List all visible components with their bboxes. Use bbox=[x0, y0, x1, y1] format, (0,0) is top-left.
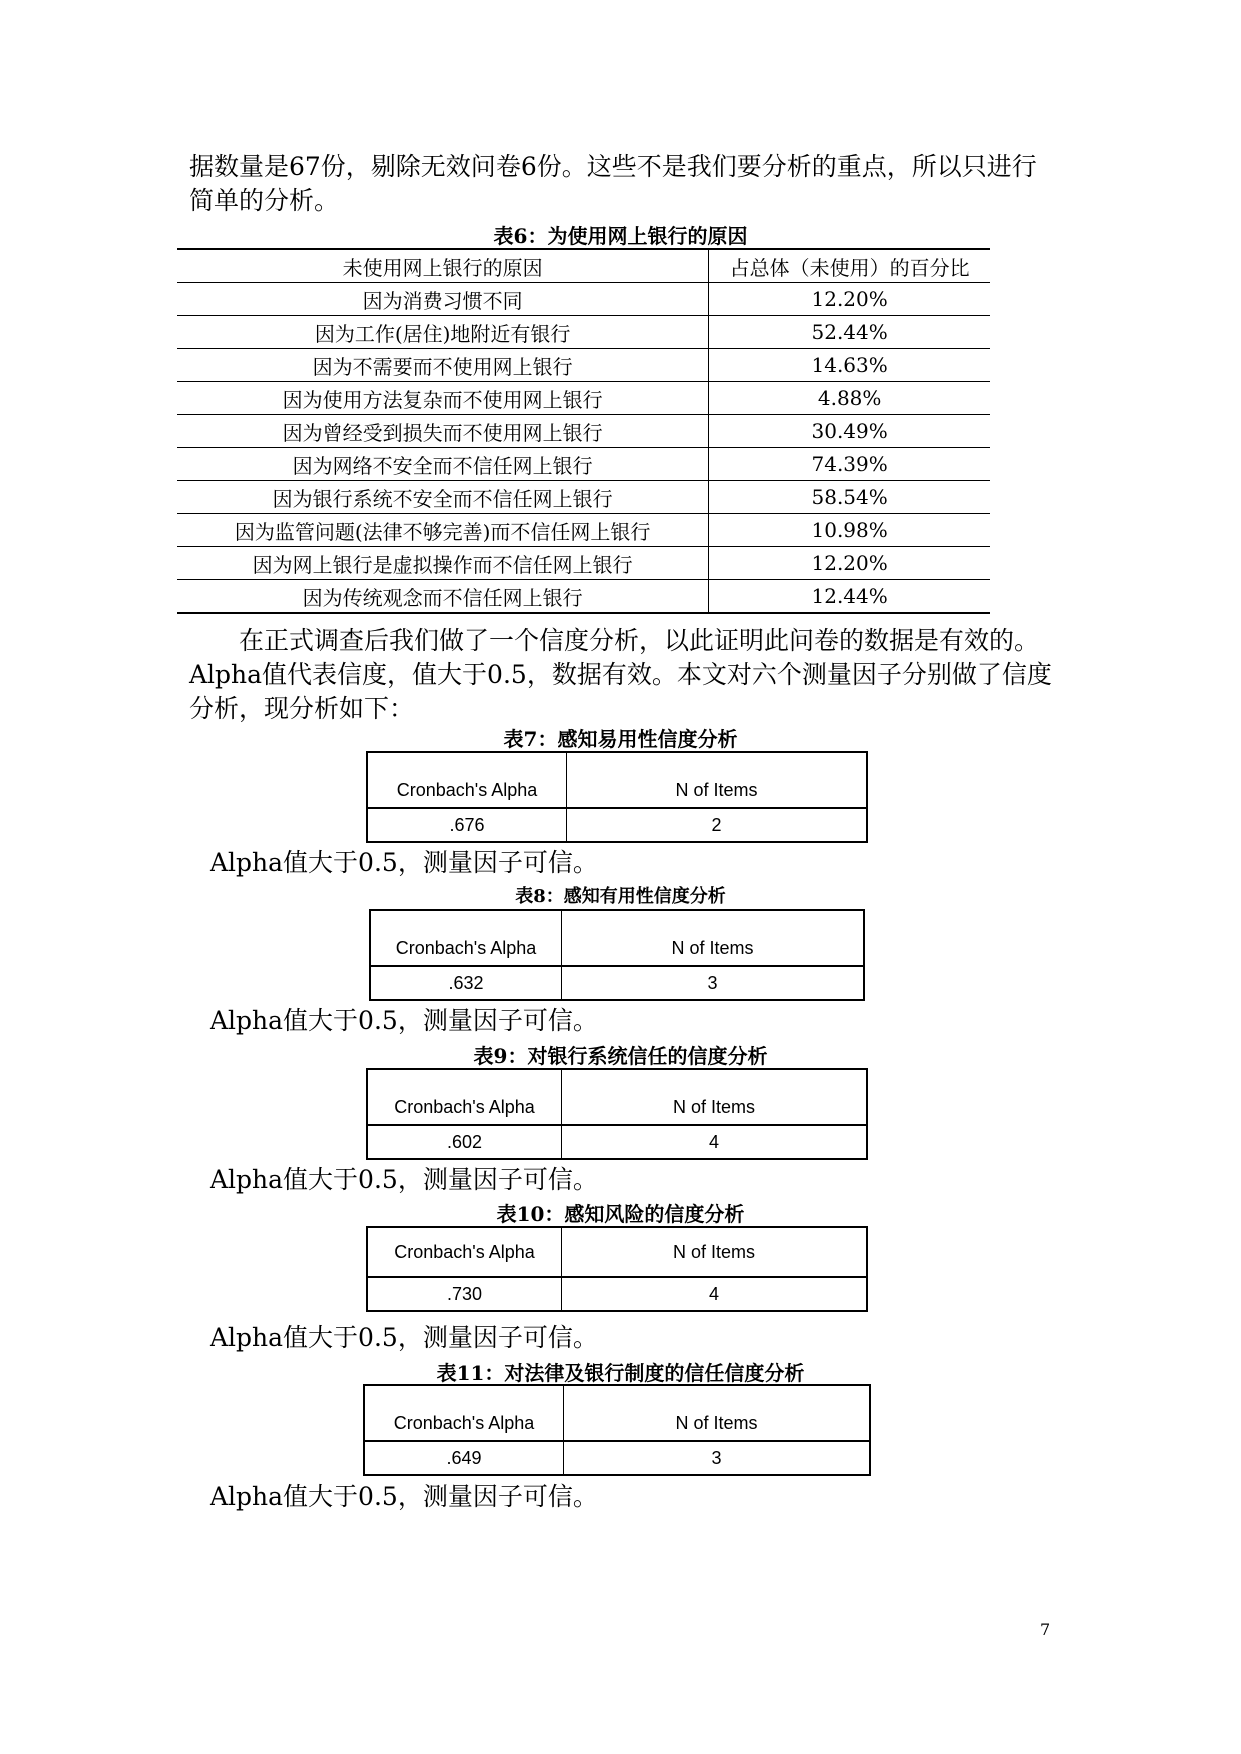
table-row bbox=[177, 415, 990, 448]
items-header: N of Items bbox=[562, 910, 865, 966]
table-row bbox=[177, 316, 990, 349]
table-row bbox=[177, 481, 990, 514]
percent-cell: 12.20% bbox=[709, 283, 990, 316]
percent-cell: 10.98% bbox=[709, 514, 990, 547]
alpha-header: Cronbach's Alpha bbox=[364, 1385, 564, 1441]
table9-caption: 表9：对银行系统信任的信度分析 bbox=[473, 1044, 768, 1068]
reason-cell: 因为监管问题(法律不够完善)而不信任网上银行 bbox=[177, 514, 709, 547]
table7-caption: 表7：感知易用性信度分析 bbox=[503, 727, 738, 751]
items-value: 3 bbox=[707, 972, 718, 993]
alpha-value: .649 bbox=[364, 1441, 564, 1475]
table6-caption: 表6：为使用网上银行的原因 bbox=[493, 224, 748, 248]
table6-header-percent: 占总体（未使用）的百分比 bbox=[709, 249, 990, 283]
table6-header-reason: 未使用网上银行的原因 bbox=[177, 249, 709, 283]
table-row bbox=[177, 547, 990, 580]
items-header: N of Items bbox=[562, 1227, 868, 1277]
table-row bbox=[177, 283, 990, 316]
table8 bbox=[369, 909, 865, 1001]
items-value: 4 bbox=[708, 1283, 719, 1304]
reason-cell: 因为网络不安全而不信任网上银行 bbox=[177, 448, 709, 481]
reason-cell: 因为使用方法复杂而不使用网上银行 bbox=[177, 382, 709, 415]
reason-cell: 因为传统观念而不信任网上银行 bbox=[177, 580, 709, 614]
items-value: 3 bbox=[711, 1447, 722, 1468]
items-value: 4 bbox=[708, 1131, 719, 1152]
table10-caption: 表10：感知风险的信度分析 bbox=[496, 1202, 745, 1226]
percent-cell: 12.20% bbox=[709, 547, 990, 580]
table11-caption: 表11：对法律及银行制度的信任信度分析 bbox=[436, 1361, 805, 1385]
items-header: N of Items bbox=[567, 752, 868, 808]
table11 bbox=[363, 1384, 871, 1476]
table9 bbox=[366, 1068, 868, 1160]
items-header: N of Items bbox=[562, 1069, 868, 1125]
percent-cell: 14.63% bbox=[709, 349, 990, 382]
reason-cell: 因为不需要而不使用网上银行 bbox=[177, 349, 709, 382]
alpha-header: Cronbach's Alpha bbox=[370, 910, 562, 966]
percent-cell: 58.54% bbox=[709, 481, 990, 514]
table6-header-row bbox=[177, 249, 990, 283]
reason-cell: 因为网上银行是虚拟操作而不信任网上银行 bbox=[177, 547, 709, 580]
reason-cell: 因为消费习惯不同 bbox=[177, 283, 709, 316]
table-row bbox=[177, 448, 990, 481]
table-row bbox=[177, 514, 990, 547]
table-row bbox=[177, 382, 990, 415]
table7-note: Alpha值大于0.5，测量因子可信。 bbox=[210, 848, 598, 877]
percent-cell: 30.49% bbox=[709, 415, 990, 448]
table9-note: Alpha值大于0.5，测量因子可信。 bbox=[210, 1165, 598, 1194]
items-value: 2 bbox=[711, 814, 722, 835]
items-header: N of Items bbox=[564, 1385, 871, 1441]
table6 bbox=[177, 248, 990, 614]
table8-note: Alpha值大于0.5，测量因子可信。 bbox=[210, 1006, 598, 1035]
alpha-value: .632 bbox=[370, 966, 562, 1000]
page-number: 7 bbox=[1040, 1620, 1051, 1639]
table10-note: Alpha值大于0.5，测量因子可信。 bbox=[210, 1323, 598, 1352]
alpha-header: Cronbach's Alpha bbox=[367, 752, 567, 808]
alpha-header: Cronbach's Alpha bbox=[367, 1227, 562, 1277]
reason-cell: 因为工作(居住)地附近有银行 bbox=[177, 316, 709, 349]
table7 bbox=[366, 751, 868, 843]
percent-cell: 74.39% bbox=[709, 448, 990, 481]
alpha-header: Cronbach's Alpha bbox=[367, 1069, 562, 1125]
reason-cell: 因为银行系统不安全而不信任网上银行 bbox=[177, 481, 709, 514]
reliability-paragraph: 在正式调查后我们做了一个信度分析，以此证明此问卷的数据是有效的。Alpha值代表信度，值大于0.5，数据有效。本文对六个测量因子分别做了信度分析，现分析如下： bbox=[189, 626, 1052, 723]
alpha-value: .602 bbox=[367, 1125, 562, 1159]
reason-cell: 因为曾经受到损失而不使用网上银行 bbox=[177, 415, 709, 448]
table-row bbox=[177, 349, 990, 382]
table11-note: Alpha值大于0.5，测量因子可信。 bbox=[210, 1482, 598, 1511]
alpha-value: .676 bbox=[367, 808, 567, 842]
table8-caption: 表8：感知有用性信度分析 bbox=[515, 886, 726, 907]
intro-paragraph: 据数量是67份，剔除无效问卷6份。这些不是我们要分析的重点，所以只进行简单的分析。 bbox=[189, 152, 1037, 215]
percent-cell: 12.44% bbox=[709, 580, 990, 614]
percent-cell: 4.88% bbox=[709, 382, 990, 415]
alpha-value: .730 bbox=[367, 1277, 562, 1311]
percent-cell: 52.44% bbox=[709, 316, 990, 349]
table10 bbox=[366, 1226, 868, 1312]
table-row bbox=[177, 580, 990, 614]
